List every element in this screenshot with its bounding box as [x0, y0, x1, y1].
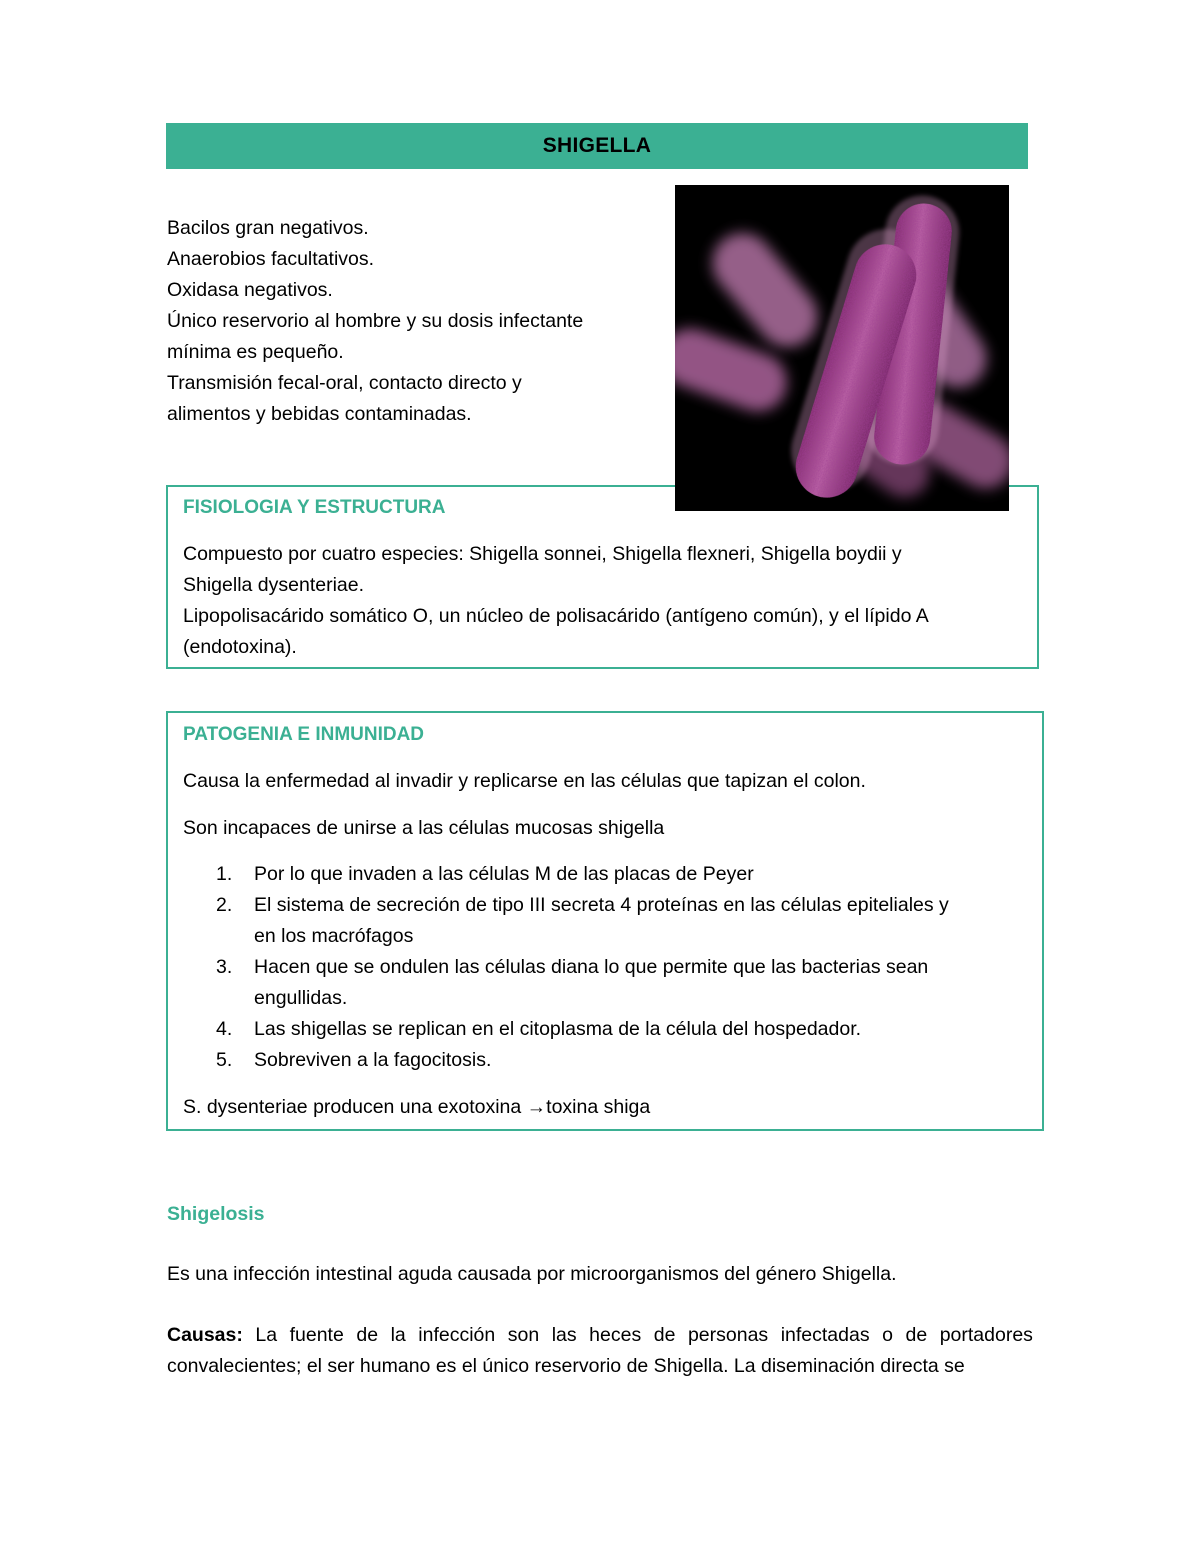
list-number: 3. — [216, 956, 233, 978]
causas-word: La — [255, 1324, 278, 1346]
list-item — [216, 1014, 861, 1045]
intro-line: Bacilos gran negativos. — [167, 217, 369, 239]
list-item — [216, 1045, 491, 1076]
fisiologia-title: FISIOLOGIA Y ESTRUCTURA — [183, 497, 446, 518]
list-text-continuation: en los macrófagos — [254, 925, 414, 947]
list-item — [216, 952, 928, 983]
exotoxina-result: toxina shiga — [546, 1096, 651, 1118]
fisiologia-box — [166, 485, 1039, 669]
causas-word: las — [551, 1324, 577, 1346]
causas-word: son — [507, 1324, 540, 1346]
shigelosis-heading: Shigelosis — [167, 1203, 265, 1225]
causas-word: de — [905, 1324, 928, 1346]
intro-line: Único reservorio al hombre y su dosis infectante — [167, 310, 584, 332]
list-number: 1. — [216, 863, 233, 885]
title-banner — [166, 123, 1028, 169]
causas-word: de — [356, 1324, 379, 1346]
fisiologia-line: Shigella dysenteriae. — [183, 574, 365, 596]
list-item — [216, 859, 754, 890]
list-text: Sobreviven a la fagocitosis. — [254, 1049, 492, 1071]
causas-word: de — [653, 1324, 676, 1346]
list-text: Hacen que se ondulen las células diana lo que permite que las bacterias sean — [254, 956, 929, 978]
arrow-right-icon: → — [526, 1096, 547, 1118]
list-text: Las shigellas se replican en el citoplasma de la célula del hospedador. — [254, 1018, 862, 1040]
list-text-continuation: engullidas. — [254, 987, 348, 1009]
causas-word: fuente — [289, 1324, 344, 1346]
patogenia-box — [166, 711, 1044, 1131]
shigella-bacteria-image — [675, 185, 1009, 511]
intro-line: alimentos y bebidas contaminadas. — [167, 403, 472, 425]
list-text: El sistema de secreción de tipo III secreta 4 proteínas en las células epiteliales y — [254, 894, 949, 916]
intro-line: Anaerobios facultativos. — [167, 248, 375, 270]
intro-text — [167, 213, 657, 430]
causas-word: personas — [687, 1324, 769, 1346]
intro-line: Oxidasa negativos. — [167, 279, 333, 301]
list-text: Por lo que invaden a las células M de las placas de Peyer — [254, 863, 754, 885]
list-number: 4. — [216, 1018, 233, 1040]
intro-line: mínima es pequeño. — [167, 341, 344, 363]
shigella-bacteria-illustration-icon — [675, 185, 1009, 511]
intro-line: Transmisión fecal-oral, contacto directo y — [167, 372, 522, 394]
fisiologia-line: (endotoxina). — [183, 636, 297, 658]
exotoxina-text: S. dysenteriae producen una exotoxina — [183, 1096, 527, 1118]
causas-label: Causas: — [167, 1324, 243, 1346]
exotoxina-line — [183, 1092, 650, 1123]
causas-word: infectadas — [780, 1324, 870, 1346]
patogenia-title: PATOGENIA E INMUNIDAD — [183, 724, 425, 745]
patogenia-paragraph: Son incapaces de unirse a las células mucosas shigella — [183, 817, 665, 839]
list-item — [216, 890, 949, 921]
fisiologia-line: Lipopolisacárido somático O, un núcleo de polisacárido (antígeno común), y el lípido A — [183, 605, 929, 627]
list-number: 2. — [216, 894, 233, 916]
list-number: 5. — [216, 1049, 233, 1071]
causas-word: la — [390, 1324, 406, 1346]
causas-line-1 — [167, 1320, 1033, 1351]
causas-word: heces — [589, 1324, 642, 1346]
fisiologia-line: Compuesto por cuatro especies: Shigella sonnei, Shigella flexneri, Shigella boydii y — [183, 543, 902, 565]
causas-line-2: convalecientes; el ser humano es el único reservorio de Shigella. La diseminación directa se — [167, 1355, 965, 1377]
patogenia-paragraph: Causa la enfermedad al invadir y replicarse en las células que tapizan el colon. — [183, 770, 866, 792]
causas-word: infección — [418, 1324, 496, 1346]
causas-word: o — [882, 1324, 893, 1346]
causas-word: portadores — [939, 1324, 1033, 1346]
shigelosis-definition: Es una infección intestinal aguda causada por microorganismos del género Shigella. — [167, 1263, 897, 1285]
page-title: SHIGELLA — [542, 134, 652, 157]
